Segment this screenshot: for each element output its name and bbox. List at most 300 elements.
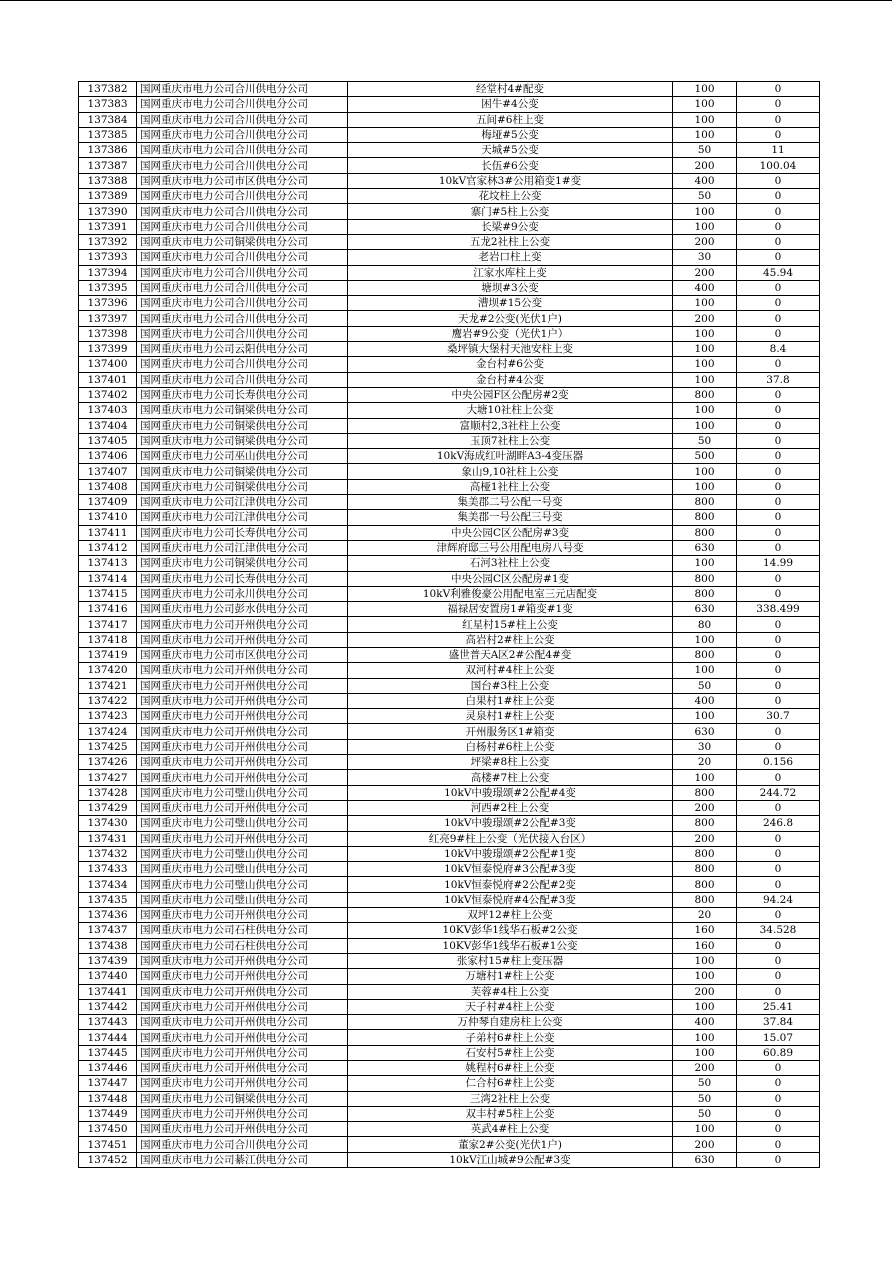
- value-cell: 0: [737, 663, 820, 678]
- transformer-name-cell: 双丰村#5柱上公变: [348, 1106, 673, 1121]
- transformer-name-cell: 董家2#公变(光伏1户): [348, 1137, 673, 1152]
- row-id-cell: 137420: [79, 663, 137, 678]
- capacity-cell: 800: [673, 387, 737, 402]
- table-row: [79, 495, 820, 510]
- value-cell: 0: [737, 647, 820, 662]
- capacity-cell: 100: [673, 403, 737, 418]
- table-row: [79, 953, 820, 968]
- org-cell: 国网重庆市电力公司合川供电分公司: [137, 265, 348, 280]
- value-cell: 0: [737, 678, 820, 693]
- capacity-cell: 50: [673, 678, 737, 693]
- table-row: [79, 265, 820, 280]
- transformer-name-cell: 天城#5公变: [348, 143, 673, 158]
- value-cell: 0: [737, 586, 820, 601]
- capacity-cell: 500: [673, 449, 737, 464]
- capacity-cell: 400: [673, 173, 737, 188]
- capacity-cell: 100: [673, 326, 737, 341]
- table-row: [79, 1045, 820, 1060]
- capacity-cell: 100: [673, 1030, 737, 1045]
- transformer-name-cell: 10kV官家林3#公用箱变1#变: [348, 173, 673, 188]
- transformer-name-cell: 集美郡二号公配一号变: [348, 495, 673, 510]
- transformer-name-cell: 梅垭#5公变: [348, 127, 673, 142]
- capacity-cell: 800: [673, 647, 737, 662]
- value-cell: 45.94: [737, 265, 820, 280]
- capacity-cell: 50: [673, 189, 737, 204]
- table-row: [79, 908, 820, 923]
- capacity-cell: 100: [673, 953, 737, 968]
- value-cell: 0: [737, 311, 820, 326]
- value-cell: 0: [737, 831, 820, 846]
- org-cell: 国网重庆市电力公司合川供电分公司: [137, 372, 348, 387]
- transformer-name-cell: 高桠1社柱上公变: [348, 479, 673, 494]
- org-cell: 国网重庆市电力公司永川供电分公司: [137, 586, 348, 601]
- org-cell: 国网重庆市电力公司开州供电分公司: [137, 908, 348, 923]
- capacity-cell: 630: [673, 724, 737, 739]
- capacity-cell: 100: [673, 82, 737, 97]
- capacity-cell: 160: [673, 938, 737, 953]
- transformer-name-cell: 经堂村4#配变: [348, 82, 673, 97]
- table-row: [79, 372, 820, 387]
- row-id-cell: 137405: [79, 433, 137, 448]
- value-cell: 0: [737, 510, 820, 525]
- row-id-cell: 137450: [79, 1122, 137, 1137]
- value-cell: 0: [737, 495, 820, 510]
- transformer-name-cell: 姚程村6#柱上公变: [348, 1061, 673, 1076]
- capacity-cell: 800: [673, 892, 737, 907]
- org-cell: 国网重庆市电力公司开州供电分公司: [137, 984, 348, 999]
- row-id-cell: 137445: [79, 1045, 137, 1060]
- value-cell: 0: [737, 770, 820, 785]
- table-body: [79, 82, 820, 1168]
- row-id-cell: 137387: [79, 158, 137, 173]
- table-row: [79, 204, 820, 219]
- value-cell: 0: [737, 280, 820, 295]
- row-id-cell: 137416: [79, 602, 137, 617]
- capacity-cell: 50: [673, 1091, 737, 1106]
- transformer-name-cell: 盛世普天A区2#公配4#变: [348, 647, 673, 662]
- table-row: [79, 617, 820, 632]
- capacity-cell: 400: [673, 1015, 737, 1030]
- capacity-cell: 800: [673, 877, 737, 892]
- row-id-cell: 137384: [79, 112, 137, 127]
- org-cell: 国网重庆市电力公司合川供电分公司: [137, 280, 348, 295]
- org-cell: 国网重庆市电力公司石柱供电分公司: [137, 938, 348, 953]
- transformer-name-cell: 鹰岩#9公变（光伏1户）: [348, 326, 673, 341]
- org-cell: 国网重庆市电力公司合川供电分公司: [137, 189, 348, 204]
- table-row: [79, 311, 820, 326]
- capacity-cell: 80: [673, 617, 737, 632]
- row-id-cell: 137435: [79, 892, 137, 907]
- org-cell: 国网重庆市电力公司江津供电分公司: [137, 540, 348, 555]
- capacity-cell: 100: [673, 1122, 737, 1137]
- transformer-name-cell: 灵泉村1#柱上公变: [348, 709, 673, 724]
- capacity-cell: 200: [673, 234, 737, 249]
- row-id-cell: 137419: [79, 647, 137, 662]
- table-row: [79, 1152, 820, 1167]
- org-cell: 国网重庆市电力公司开州供电分公司: [137, 678, 348, 693]
- capacity-cell: 200: [673, 1137, 737, 1152]
- table-row: [79, 1091, 820, 1106]
- table-row: [79, 1015, 820, 1030]
- table-row: [79, 739, 820, 754]
- value-cell: 0: [737, 403, 820, 418]
- row-id-cell: 137449: [79, 1106, 137, 1121]
- org-cell: 国网重庆市电力公司开州供电分公司: [137, 1106, 348, 1121]
- org-cell: 国网重庆市电力公司开州供电分公司: [137, 617, 348, 632]
- org-cell: 国网重庆市电力公司合川供电分公司: [137, 296, 348, 311]
- transformer-name-cell: 张家村15#柱上变压器: [348, 953, 673, 968]
- org-cell: 国网重庆市电力公司铜梁供电分公司: [137, 433, 348, 448]
- row-id-cell: 137424: [79, 724, 137, 739]
- row-id-cell: 137413: [79, 556, 137, 571]
- table-row: [79, 755, 820, 770]
- value-cell: 30.7: [737, 709, 820, 724]
- row-id-cell: 137448: [79, 1091, 137, 1106]
- transformer-name-cell: 10kV恒泰悦府#2公配#2变: [348, 877, 673, 892]
- org-cell: 国网重庆市电力公司开州供电分公司: [137, 1061, 348, 1076]
- table-row: [79, 403, 820, 418]
- row-id-cell: 137409: [79, 495, 137, 510]
- table-row: [79, 1106, 820, 1121]
- row-id-cell: 137432: [79, 846, 137, 861]
- value-cell: 0: [737, 632, 820, 647]
- capacity-cell: 800: [673, 525, 737, 540]
- value-cell: 0: [737, 1076, 820, 1091]
- row-id-cell: 137434: [79, 877, 137, 892]
- transformer-name-cell: 富顺村2,3社柱上公变: [348, 418, 673, 433]
- value-cell: 0: [737, 1137, 820, 1152]
- org-cell: 国网重庆市电力公司合川供电分公司: [137, 97, 348, 112]
- capacity-cell: 400: [673, 693, 737, 708]
- table-row: [79, 831, 820, 846]
- row-id-cell: 137391: [79, 219, 137, 234]
- org-cell: 国网重庆市电力公司巫山供电分公司: [137, 449, 348, 464]
- table-row: [79, 342, 820, 357]
- table-row: [79, 510, 820, 525]
- org-cell: 国网重庆市电力公司合川供电分公司: [137, 219, 348, 234]
- value-cell: 0: [737, 984, 820, 999]
- capacity-cell: 160: [673, 923, 737, 938]
- table-row: [79, 250, 820, 265]
- org-cell: 国网重庆市电力公司开州供电分公司: [137, 709, 348, 724]
- org-cell: 国网重庆市电力公司合川供电分公司: [137, 158, 348, 173]
- capacity-cell: 800: [673, 586, 737, 601]
- capacity-cell: 50: [673, 433, 737, 448]
- capacity-cell: 800: [673, 510, 737, 525]
- row-id-cell: 137415: [79, 586, 137, 601]
- row-id-cell: 137421: [79, 678, 137, 693]
- transformer-name-cell: 花坟柱上公变: [348, 189, 673, 204]
- transformer-name-cell: 英武4#柱上公变: [348, 1122, 673, 1137]
- table-row: [79, 556, 820, 571]
- value-cell: 25.41: [737, 999, 820, 1014]
- value-cell: 0: [737, 693, 820, 708]
- table-row: [79, 219, 820, 234]
- transformer-name-cell: 白果村1#柱上公变: [348, 693, 673, 708]
- capacity-cell: 100: [673, 372, 737, 387]
- table-row: [79, 770, 820, 785]
- row-id-cell: 137402: [79, 387, 137, 402]
- org-cell: 国网重庆市电力公司璧山供电分公司: [137, 892, 348, 907]
- table-row: [79, 571, 820, 586]
- table-row: [79, 189, 820, 204]
- value-cell: 94.24: [737, 892, 820, 907]
- row-id-cell: 137438: [79, 938, 137, 953]
- row-id-cell: 137406: [79, 449, 137, 464]
- value-cell: 0: [737, 724, 820, 739]
- transformer-name-cell: 10KV彭华1线华石板#2公变: [348, 923, 673, 938]
- table-row: [79, 280, 820, 295]
- value-cell: 244.72: [737, 785, 820, 800]
- transformer-name-cell: 长伍#6公变: [348, 158, 673, 173]
- table-row: [79, 693, 820, 708]
- row-id-cell: 137394: [79, 265, 137, 280]
- value-cell: 0: [737, 296, 820, 311]
- value-cell: 0: [737, 357, 820, 372]
- capacity-cell: 30: [673, 250, 737, 265]
- table-row: [79, 357, 820, 372]
- value-cell: 0: [737, 846, 820, 861]
- capacity-cell: 400: [673, 280, 737, 295]
- value-cell: 0: [737, 862, 820, 877]
- capacity-cell: 20: [673, 908, 737, 923]
- table-row: [79, 143, 820, 158]
- transformer-name-cell: 仁合村6#柱上公变: [348, 1076, 673, 1091]
- transformer-name-cell: 困牛#4公变: [348, 97, 673, 112]
- capacity-cell: 30: [673, 739, 737, 754]
- capacity-cell: 800: [673, 785, 737, 800]
- table-row: [79, 464, 820, 479]
- table-row: [79, 158, 820, 173]
- table-row: [79, 999, 820, 1014]
- org-cell: 国网重庆市电力公司合川供电分公司: [137, 357, 348, 372]
- capacity-cell: 100: [673, 418, 737, 433]
- value-cell: 60.89: [737, 1045, 820, 1060]
- table-row: [79, 938, 820, 953]
- value-cell: 0: [737, 250, 820, 265]
- transformer-name-cell: 中央公园F区公配房#2变: [348, 387, 673, 402]
- capacity-cell: 800: [673, 846, 737, 861]
- transformer-name-cell: 双河村#4柱上公变: [348, 663, 673, 678]
- table-row: [79, 82, 820, 97]
- value-cell: 0: [737, 1061, 820, 1076]
- row-id-cell: 137403: [79, 403, 137, 418]
- org-cell: 国网重庆市电力公司合川供电分公司: [137, 204, 348, 219]
- value-cell: 0: [737, 969, 820, 984]
- row-id-cell: 137429: [79, 800, 137, 815]
- transformer-name-cell: 桑坪镇大堡村天池安柱上变: [348, 342, 673, 357]
- row-id-cell: 137437: [79, 923, 137, 938]
- capacity-cell: 100: [673, 1045, 737, 1060]
- value-cell: 0: [737, 449, 820, 464]
- transformer-name-cell: 高岩村2#柱上公变: [348, 632, 673, 647]
- value-cell: 0: [737, 82, 820, 97]
- value-cell: 15.07: [737, 1030, 820, 1045]
- value-cell: 0: [737, 173, 820, 188]
- transformer-name-cell: 河西#2柱上公变: [348, 800, 673, 815]
- row-id-cell: 137440: [79, 969, 137, 984]
- table-row: [79, 433, 820, 448]
- row-id-cell: 137400: [79, 357, 137, 372]
- capacity-cell: 800: [673, 862, 737, 877]
- row-id-cell: 137442: [79, 999, 137, 1014]
- row-id-cell: 137427: [79, 770, 137, 785]
- org-cell: 国网重庆市电力公司江津供电分公司: [137, 510, 348, 525]
- transformer-name-cell: 塘坝#3公变: [348, 280, 673, 295]
- table-row: [79, 112, 820, 127]
- org-cell: 国网重庆市电力公司合川供电分公司: [137, 1137, 348, 1152]
- org-cell: 国网重庆市电力公司开州供电分公司: [137, 1045, 348, 1060]
- value-cell: 0: [737, 617, 820, 632]
- org-cell: 国网重庆市电力公司合川供电分公司: [137, 143, 348, 158]
- capacity-cell: 100: [673, 663, 737, 678]
- value-cell: 0: [737, 938, 820, 953]
- row-id-cell: 137399: [79, 342, 137, 357]
- capacity-cell: 800: [673, 816, 737, 831]
- row-id-cell: 137401: [79, 372, 137, 387]
- row-id-cell: 137425: [79, 739, 137, 754]
- value-cell: 0: [737, 1122, 820, 1137]
- capacity-cell: 200: [673, 831, 737, 846]
- value-cell: 0.156: [737, 755, 820, 770]
- org-cell: 国网重庆市电力公司长寿供电分公司: [137, 525, 348, 540]
- row-id-cell: 137418: [79, 632, 137, 647]
- row-id-cell: 137412: [79, 540, 137, 555]
- row-id-cell: 137444: [79, 1030, 137, 1045]
- row-id-cell: 137389: [79, 189, 137, 204]
- capacity-cell: 50: [673, 1076, 737, 1091]
- org-cell: 国网重庆市电力公司开州供电分公司: [137, 739, 348, 754]
- capacity-cell: 200: [673, 984, 737, 999]
- row-id-cell: 137414: [79, 571, 137, 586]
- org-cell: 国网重庆市电力公司合川供电分公司: [137, 250, 348, 265]
- transformer-name-cell: 万塘村1#柱上公变: [348, 969, 673, 984]
- org-cell: 国网重庆市电力公司开州供电分公司: [137, 663, 348, 678]
- transformer-name-cell: 中央公园C区公配房#1变: [348, 571, 673, 586]
- table-row: [79, 663, 820, 678]
- value-cell: 100.04: [737, 158, 820, 173]
- capacity-cell: 200: [673, 800, 737, 815]
- row-id-cell: 137404: [79, 418, 137, 433]
- capacity-cell: 100: [673, 479, 737, 494]
- org-cell: 国网重庆市电力公司长寿供电分公司: [137, 387, 348, 402]
- capacity-cell: 100: [673, 127, 737, 142]
- value-cell: 14.99: [737, 556, 820, 571]
- value-cell: 0: [737, 189, 820, 204]
- capacity-cell: 20: [673, 755, 737, 770]
- row-id-cell: 137447: [79, 1076, 137, 1091]
- table-row: [79, 387, 820, 402]
- transformer-name-cell: 10kV江山城#9公配#3变: [348, 1152, 673, 1167]
- capacity-cell: 800: [673, 571, 737, 586]
- table-row: [79, 984, 820, 999]
- transformer-name-cell: 五间#6柱上变: [348, 112, 673, 127]
- transformer-name-cell: 10kV中骏璟颂#2公配#3变: [348, 816, 673, 831]
- transformer-table: [78, 81, 820, 1168]
- table-row: [79, 1030, 820, 1045]
- table-row: [79, 602, 820, 617]
- row-id-cell: 137426: [79, 755, 137, 770]
- capacity-cell: 200: [673, 1061, 737, 1076]
- value-cell: 0: [737, 1152, 820, 1167]
- table-row: [79, 877, 820, 892]
- org-cell: 国网重庆市电力公司璧山供电分公司: [137, 846, 348, 861]
- value-cell: 0: [737, 953, 820, 968]
- table-row: [79, 647, 820, 662]
- org-cell: 国网重庆市电力公司开州供电分公司: [137, 999, 348, 1014]
- value-cell: 37.84: [737, 1015, 820, 1030]
- value-cell: 8.4: [737, 342, 820, 357]
- row-id-cell: 137407: [79, 464, 137, 479]
- table-row: [79, 97, 820, 112]
- transformer-name-cell: 长梁#9公变: [348, 219, 673, 234]
- table-row: [79, 586, 820, 601]
- transformer-name-cell: 五龙2社柱上公变: [348, 234, 673, 249]
- row-id-cell: 137408: [79, 479, 137, 494]
- capacity-cell: 100: [673, 464, 737, 479]
- value-cell: 0: [737, 571, 820, 586]
- table-row: [79, 709, 820, 724]
- capacity-cell: 200: [673, 158, 737, 173]
- org-cell: 国网重庆市电力公司江津供电分公司: [137, 495, 348, 510]
- row-id-cell: 137395: [79, 280, 137, 295]
- org-cell: 国网重庆市电力公司开州供电分公司: [137, 693, 348, 708]
- value-cell: 0: [737, 204, 820, 219]
- row-id-cell: 137383: [79, 97, 137, 112]
- org-cell: 国网重庆市电力公司开州供电分公司: [137, 953, 348, 968]
- value-cell: 0: [737, 127, 820, 142]
- org-cell: 国网重庆市电力公司璧山供电分公司: [137, 862, 348, 877]
- table-row: [79, 479, 820, 494]
- value-cell: 0: [737, 219, 820, 234]
- transformer-name-cell: 10kV海成红叶湖畔A3-4变压器: [348, 449, 673, 464]
- table-row: [79, 846, 820, 861]
- transformer-name-cell: 国台#3柱上公变: [348, 678, 673, 693]
- value-cell: 338.499: [737, 602, 820, 617]
- transformer-name-cell: 漕坝#15公变: [348, 296, 673, 311]
- row-id-cell: 137392: [79, 234, 137, 249]
- org-cell: 国网重庆市电力公司开州供电分公司: [137, 755, 348, 770]
- capacity-cell: 100: [673, 219, 737, 234]
- capacity-cell: 100: [673, 342, 737, 357]
- capacity-cell: 100: [673, 357, 737, 372]
- transformer-name-cell: 江家水库柱上变: [348, 265, 673, 280]
- org-cell: 国网重庆市电力公司开州供电分公司: [137, 800, 348, 815]
- row-id-cell: 137396: [79, 296, 137, 311]
- row-id-cell: 137390: [79, 204, 137, 219]
- table-row: [79, 234, 820, 249]
- table-row: [79, 418, 820, 433]
- capacity-cell: 100: [673, 770, 737, 785]
- table-row: [79, 326, 820, 341]
- table-row: [79, 540, 820, 555]
- transformer-name-cell: 大塘10社柱上公变: [348, 403, 673, 418]
- org-cell: 国网重庆市电力公司长寿供电分公司: [137, 571, 348, 586]
- row-id-cell: 137382: [79, 82, 137, 97]
- row-id-cell: 137385: [79, 127, 137, 142]
- table-row: [79, 1137, 820, 1152]
- value-cell: 0: [737, 1106, 820, 1121]
- transformer-name-cell: 石安村5#柱上公变: [348, 1045, 673, 1060]
- org-cell: 国网重庆市电力公司璧山供电分公司: [137, 877, 348, 892]
- capacity-cell: 100: [673, 204, 737, 219]
- table-row: [79, 724, 820, 739]
- transformer-name-cell: 高楼#7柱上公变: [348, 770, 673, 785]
- value-cell: 34.528: [737, 923, 820, 938]
- org-cell: 国网重庆市电力公司开州供电分公司: [137, 831, 348, 846]
- org-cell: 国网重庆市电力公司开州供电分公司: [137, 1122, 348, 1137]
- table-row: [79, 1122, 820, 1137]
